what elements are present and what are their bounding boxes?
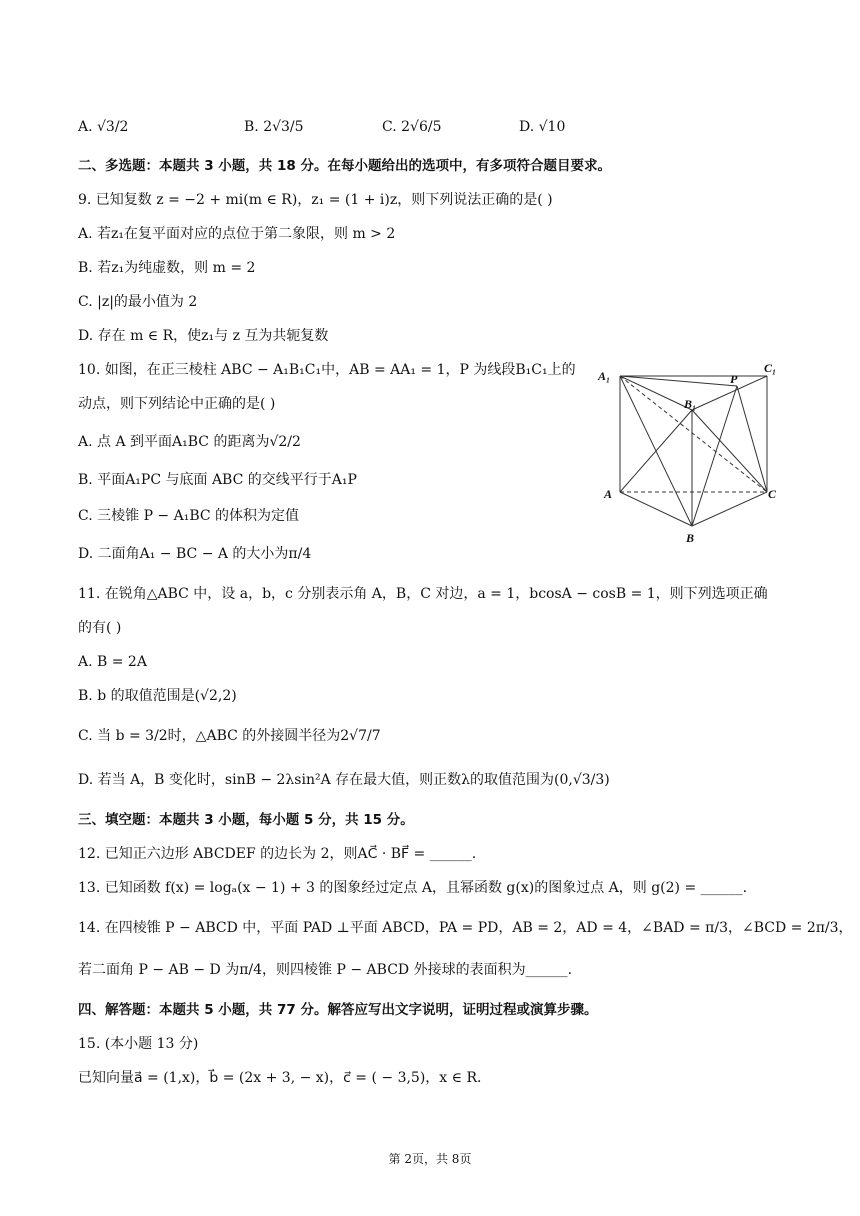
q11-option-d: D. 若当 A，B 变化时，sinB − 2λsin²A 存在最大值，则正数λ的取值范围为(0,√3/3) bbox=[78, 772, 610, 788]
q9-option-b: B. 若z₁为纯虚数，则 m = 2 bbox=[78, 260, 256, 276]
q11-stem-line1: 11. 在锐角△ABC 中，设 a，b，c 分别表示角 A，B，C 对边，a = 1，bcosA − cosB = 1，则下列选项正确 bbox=[78, 586, 768, 602]
q14-line1: 14. 在四棱锥 P − ABCD 中，平面 PAD ⊥平面 ABCD，PA = PD，AB = 2，AD = 4，∠BAD = π/3，∠BCD = 2π/3， bbox=[78, 920, 853, 936]
q10-option-c: C. 三棱锥 P − A₁BC 的体积为定值 bbox=[78, 508, 300, 524]
label-b: B bbox=[686, 531, 695, 545]
q9-option-d: D. 存在 m ∈ R，使z₁与 z 互为共轭复数 bbox=[78, 328, 329, 344]
label-b1: B₁ bbox=[684, 397, 697, 411]
q10-option-a: A. 点 A 到平面A₁BC 的距离为√2/2 bbox=[78, 434, 301, 450]
q15-header: 15. (本小题 13 分) bbox=[78, 1036, 199, 1052]
q14-line2: 若二面角 P − AB − D 为π/4，则四棱锥 P − ABCD 外接球的表面积为______. bbox=[78, 962, 573, 978]
prev-option-d: D. √10 bbox=[519, 119, 566, 135]
q11-option-c: C. 当 b = 3/2时，△ABC 的外接圆半径为2√7/7 bbox=[78, 728, 381, 744]
q11-stem-line2: 的有( ) bbox=[78, 620, 122, 636]
section4-heading: 四、解答题：本题共 5 小题，共 77 分。解答应写出文字说明，证明过程或演算步骤。 bbox=[78, 1002, 598, 1018]
q10-option-d: D. 二面角A₁ − BC − A 的大小为π/4 bbox=[78, 546, 312, 562]
q10-stem-line1: 10. 如图，在正三棱柱 ABC − A₁B₁C₁中，AB = AA₁ = 1，P 为线段B₁C₁上的 bbox=[78, 362, 576, 378]
q9-option-c: C. |z|的最小值为 2 bbox=[78, 294, 198, 310]
q12: 12. 已知正六边形 ABCDEF 的边长为 2，则AC⃗ · BF⃗ = ______. bbox=[78, 846, 477, 862]
label-c: C bbox=[768, 487, 777, 501]
q9-option-a: A. 若z₁在复平面对应的点位于第二象限，则 m > 2 bbox=[78, 226, 396, 242]
label-a1: A₁ bbox=[598, 369, 611, 383]
prism-figure bbox=[592, 356, 792, 546]
page-footer: 第 2页，共 8页 bbox=[388, 1152, 472, 1166]
q9-stem: 9. 已知复数 z = −2 + mi(m ∈ R)，z₁ = (1 + i)z，则下列说法正确的是( ) bbox=[78, 192, 553, 208]
label-c1: C₁ bbox=[764, 361, 777, 375]
prev-option-c: C. 2√6/5 bbox=[382, 119, 442, 135]
q10-stem-line2: 动点，则下列结论中正确的是( ) bbox=[78, 396, 276, 412]
q11-option-a: A. B = 2A bbox=[78, 654, 147, 670]
label-p: P bbox=[730, 372, 738, 386]
q11-option-b: B. b 的取值范围是(√2,2) bbox=[78, 688, 237, 704]
q15-line1: 已知向量a⃗ = (1,x)，b⃗ = (2x + 3, − x)，c⃗ = ( − 3,5)，x ∈ R. bbox=[78, 1070, 482, 1086]
label-a: A bbox=[604, 487, 613, 501]
prev-option-a: A. √3/2 bbox=[78, 119, 129, 135]
prev-option-b: B. 2√3/5 bbox=[244, 119, 304, 135]
section3-heading: 三、填空题：本题共 3 小题，每小题 5 分，共 15 分。 bbox=[78, 812, 414, 828]
q13: 13. 已知函数 f(x) = logₐ(x − 1) + 3 的图象经过定点 A，且幂函数 g(x)的图象过点 A，则 g(2) = ______. bbox=[78, 880, 748, 896]
section2-heading: 二、多选题：本题共 3 小题，共 18 分。在每小题给出的选项中，有多项符合题目要求。 bbox=[78, 158, 611, 174]
q10-option-b: B. 平面A₁PC 与底面 ABC 的交线平行于A₁P bbox=[78, 472, 357, 488]
